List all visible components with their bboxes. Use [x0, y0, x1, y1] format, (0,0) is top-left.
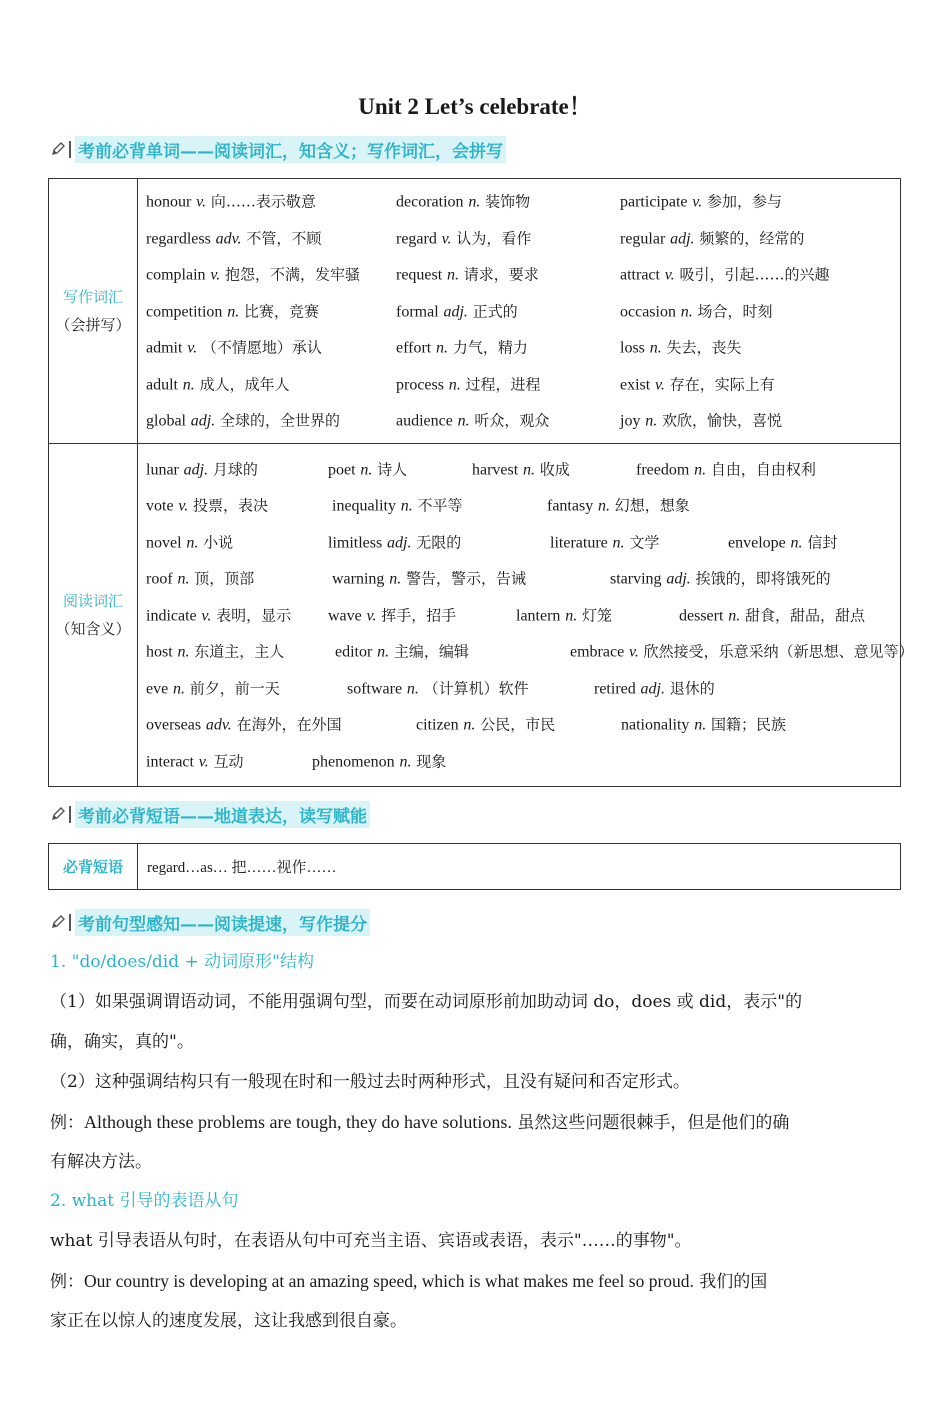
vocab-meaning: 参加，参与	[707, 192, 783, 211]
part-of-speech: n.	[377, 643, 390, 661]
vocab-meaning: 现象	[416, 752, 447, 771]
vocab-word: eve	[146, 680, 169, 698]
part-of-speech: adj.	[387, 534, 412, 552]
vocab-entry	[547, 495, 690, 516]
vocab-word: lantern	[516, 607, 561, 625]
vocab-word: admit	[146, 339, 183, 357]
vocab-meaning: 欢欣，愉快，喜悦	[662, 411, 783, 430]
part-of-speech: v.	[655, 376, 665, 394]
vocab-meaning: 正式的	[472, 302, 518, 321]
vocab-word: novel	[146, 534, 182, 552]
writing-sublabel: （会拼写）	[55, 315, 131, 334]
writing-label: 写作词汇	[62, 287, 123, 306]
part-of-speech: n.	[649, 339, 662, 357]
part-of-speech: n.	[565, 607, 578, 625]
part-of-speech: n.	[186, 534, 199, 552]
example-2-english: Our country is developing at an amazing speed, which is what makes me feel so proud.	[84, 1271, 694, 1291]
pencil-icon	[50, 806, 66, 822]
vocab-meaning: 欣然接受，乐意采纳（新思想、意见等）	[643, 642, 914, 661]
vocab-word: dessert	[679, 607, 724, 625]
vocab-meaning: 顶，顶部	[194, 569, 255, 588]
vocab-meaning: 小说	[203, 533, 234, 552]
vocab-meaning: 全球的，全世界的	[220, 411, 341, 430]
grammar-para-1a: （1）如果强调谓语动词，不能用强调句型，而要在动词原形前加助动词 do，does 或 did，表示"的	[50, 992, 803, 1012]
vocab-entry	[550, 531, 659, 552]
example-1-line-2: 有解决方法。	[50, 1152, 152, 1172]
vocab-word: request	[396, 266, 443, 284]
vocab-word: interact	[146, 753, 194, 771]
vocab-row	[138, 487, 900, 524]
vocab-meaning: 抱怨，不满，发牢骚	[225, 265, 361, 284]
example-1-line-1	[50, 1102, 902, 1143]
part-of-speech: adj.	[443, 303, 468, 321]
part-of-speech: v.	[201, 607, 212, 625]
part-of-speech: n.	[680, 303, 693, 321]
vocab-word: loss	[620, 339, 645, 357]
vocab-entry	[146, 531, 233, 552]
part-of-speech: adv.	[215, 230, 242, 248]
part-of-speech: n.	[448, 376, 461, 394]
vocab-row	[138, 402, 900, 439]
vocab-meaning: 认为，看作	[456, 229, 532, 248]
vocab-meaning: 公民，市民	[480, 715, 556, 734]
vocab-word: envelope	[728, 534, 786, 552]
vocab-row	[138, 220, 900, 257]
vocab-word: inequality	[332, 497, 396, 515]
vocab-meaning: 信封	[807, 533, 838, 552]
phrases-category	[49, 844, 138, 890]
section-header-words	[50, 136, 506, 162]
part-of-speech: n.	[612, 534, 625, 552]
vocab-meaning: 吸引，引起……的兴趣	[679, 265, 830, 284]
vocab-row	[138, 560, 900, 597]
pencil-icon	[50, 141, 66, 157]
section-title-phrases: 考前必背短语——地道表达，读写赋能	[75, 801, 370, 828]
vocab-table	[48, 178, 914, 787]
part-of-speech: n.	[694, 461, 707, 479]
vocab-meaning: 灯笼	[581, 606, 612, 625]
vocab-word: indicate	[146, 607, 197, 625]
vocab-meaning: 无限的	[416, 533, 462, 552]
vocab-entry	[146, 677, 280, 698]
vocab-entry	[146, 714, 342, 735]
vocab-meaning: 过程，进程	[465, 375, 541, 394]
vocab-entry	[416, 714, 555, 735]
vocab-word: wave	[328, 607, 362, 625]
vocab-entry	[396, 227, 531, 248]
grammar-heading-2: 2. what 引导的表语从句	[50, 1191, 239, 1211]
part-of-speech: adj.	[666, 570, 691, 588]
vocab-meaning: 警告，警示，告诫	[406, 569, 527, 588]
vocab-meaning: 幻想，想象	[614, 496, 690, 515]
vocab-meaning: 自由，自由权利	[710, 460, 816, 479]
vocab-meaning: 比赛，竞赛	[244, 302, 320, 321]
vocab-meaning: 存在，实际上有	[669, 375, 775, 394]
vocab-word: audience	[396, 412, 453, 430]
vocab-word: joy	[620, 412, 641, 430]
vocab-word: regular	[620, 230, 666, 248]
vocab-meaning: 挨饿的，即将饿死的	[695, 569, 831, 588]
part-of-speech: adv.	[205, 716, 232, 734]
part-of-speech: n.	[522, 461, 535, 479]
vocab-word: formal	[396, 303, 439, 321]
vocab-word: vote	[146, 497, 174, 515]
writing-category	[49, 179, 138, 444]
vocab-entry	[396, 373, 541, 394]
page-title: Unit 2 Let’s celebrate！	[358, 94, 592, 119]
vocab-meaning: 失去，丧失	[666, 338, 742, 357]
reading-sublabel: （知含义）	[55, 619, 131, 638]
part-of-speech: n.	[400, 497, 413, 515]
vocab-entry	[636, 458, 816, 479]
vocab-entry	[332, 495, 463, 516]
part-of-speech: n.	[389, 570, 402, 588]
part-of-speech: n.	[406, 680, 419, 698]
section-header-phrases	[50, 801, 370, 827]
vocab-meaning: 不平等	[417, 496, 463, 515]
example-1-english: Although these problems are tough, they do have solutions.	[84, 1112, 512, 1132]
vocab-row	[138, 183, 900, 220]
vocab-entry	[621, 714, 786, 735]
vocab-entry	[146, 337, 322, 358]
vocab-word: citizen	[416, 716, 459, 734]
part-of-speech: v.	[664, 266, 675, 284]
vocab-entry	[146, 410, 340, 431]
vocab-entry	[328, 604, 456, 625]
example-label: 例：	[50, 1113, 84, 1133]
vocab-meaning: 挥手，招手	[381, 606, 457, 625]
part-of-speech: n.	[177, 643, 190, 661]
part-of-speech: v.	[366, 607, 377, 625]
vocab-meaning: （不情愿地）承认	[201, 338, 322, 357]
vocab-meaning: 装饰物	[485, 192, 531, 211]
vocab-word: poet	[328, 461, 356, 479]
part-of-speech: v.	[198, 753, 209, 771]
vocab-entry	[396, 300, 518, 321]
reading-category	[49, 443, 138, 787]
vocab-row	[138, 597, 900, 634]
part-of-speech: n.	[728, 607, 741, 625]
vocab-word: software	[347, 680, 403, 698]
vocab-row	[138, 293, 900, 330]
vocab-word: overseas	[146, 716, 202, 734]
grammar-para-1c: （2）这种强调结构只有一般现在时和一般过去时两种形式，且没有疑问和否定形式。	[50, 1072, 690, 1092]
part-of-speech: adj.	[640, 680, 665, 698]
vocab-entry	[328, 458, 407, 479]
vocab-entry	[347, 677, 529, 698]
vocab-entry	[620, 337, 741, 358]
part-of-speech: n.	[227, 303, 240, 321]
vocab-meaning: 在海外，在外国	[236, 715, 342, 734]
part-of-speech: n.	[177, 570, 190, 588]
vocab-word: competition	[146, 303, 223, 321]
vocab-meaning: 东道主，主人	[194, 642, 285, 661]
grammar-para-2: what 引导表语从句时，在表语从句中可充当主语、宾语或表语，表示"……的事物"。	[50, 1231, 692, 1251]
vocab-entry	[146, 604, 291, 625]
part-of-speech: adj.	[670, 230, 695, 248]
vocab-row	[138, 256, 900, 293]
vocab-meaning: 表明，显示	[216, 606, 292, 625]
part-of-speech: n.	[457, 412, 470, 430]
grammar-heading-1: 1. "do/does/did + 动词原形"结构	[50, 952, 314, 972]
grammar-para-1b: 确，确实，真的"。	[50, 1032, 194, 1052]
part-of-speech: n.	[597, 497, 610, 515]
vocab-entry	[396, 264, 539, 285]
vocab-entry	[570, 641, 914, 662]
vocab-entry	[472, 458, 570, 479]
vocab-meaning: 成人，成年人	[199, 375, 290, 394]
vocab-entry	[146, 300, 319, 321]
vocab-entry	[146, 227, 321, 248]
reading-label: 阅读词汇	[62, 591, 123, 610]
part-of-speech: adj.	[183, 461, 209, 479]
vocab-word: starving	[610, 570, 662, 588]
part-of-speech: n.	[645, 412, 658, 430]
vocab-entry	[335, 641, 469, 662]
part-of-speech: n.	[172, 680, 185, 698]
vocab-meaning: 互动	[213, 752, 244, 771]
vocab-word: exist	[620, 376, 651, 394]
vocab-word: regardless	[146, 230, 211, 248]
part-of-speech: v.	[178, 497, 189, 515]
part-of-speech: v.	[441, 230, 452, 248]
phrases-content	[138, 844, 901, 890]
vocab-meaning: 文学	[629, 533, 660, 552]
vocab-meaning: 退休的	[669, 679, 715, 698]
vocab-entry	[620, 264, 829, 285]
part-of-speech: n.	[436, 339, 449, 357]
vocab-word: attract	[620, 266, 660, 284]
part-of-speech: n.	[446, 266, 459, 284]
vocab-word: limitless	[328, 534, 383, 552]
section-title-words: 考前必背单词——阅读词汇，知含义；写作词汇，会拼写	[75, 136, 506, 163]
section-header-sentences	[50, 909, 370, 935]
part-of-speech: n.	[182, 376, 195, 394]
part-of-speech: v.	[210, 266, 221, 284]
vocab-word: retired	[594, 680, 636, 698]
vocab-word: adult	[146, 376, 178, 394]
reading-words	[138, 443, 914, 787]
vocab-meaning: 前夕，前一天	[189, 679, 280, 698]
vocab-word: harvest	[472, 461, 519, 479]
vocab-meaning: 投票，表决	[193, 496, 269, 515]
vocab-meaning: 场合，时刻	[697, 302, 773, 321]
vocab-word: editor	[335, 643, 373, 661]
phrases-table	[48, 843, 901, 890]
example-1-chinese: 虽然这些问题很棘手，但是他们的确	[511, 1113, 790, 1133]
example-label: 例：	[50, 1272, 84, 1292]
vocab-word: phenomenon	[312, 753, 395, 771]
vocab-word: freedom	[636, 461, 690, 479]
vocab-meaning: 诗人	[377, 460, 408, 479]
vocab-meaning: 主编，编辑	[393, 642, 469, 661]
vocab-entry	[610, 568, 831, 589]
vocab-entry	[146, 568, 254, 589]
divider-bar	[69, 141, 71, 158]
vocab-entry	[332, 568, 526, 589]
vocab-entry	[146, 264, 360, 285]
vocab-word: lunar	[146, 461, 179, 479]
vocab-meaning: 请求，要求	[463, 265, 539, 284]
vocab-word: participate	[620, 193, 688, 211]
example-2-chinese: 我们的国	[693, 1272, 768, 1292]
vocab-word: global	[146, 412, 186, 430]
vocab-entry	[312, 750, 446, 771]
vocab-entry	[146, 458, 258, 479]
part-of-speech: n.	[468, 193, 481, 211]
vocab-entry	[620, 227, 804, 248]
example-2-line-2: 家正在以惊人的速度发展，这让我感到很自豪。	[50, 1311, 407, 1331]
vocab-row	[138, 670, 900, 707]
vocab-meaning: 收成	[539, 460, 570, 479]
vocab-row	[138, 329, 900, 366]
vocab-word: literature	[550, 534, 608, 552]
part-of-speech: n.	[360, 461, 373, 479]
vocab-row	[138, 743, 900, 780]
vocab-meaning: 不管，不顾	[246, 229, 322, 248]
vocab-word: complain	[146, 266, 206, 284]
part-of-speech: n.	[463, 716, 476, 734]
vocab-entry	[396, 337, 528, 358]
vocab-word: honour	[146, 193, 192, 211]
vocab-word: regard	[396, 230, 437, 248]
vocab-entry	[620, 300, 773, 321]
vocab-entry	[594, 677, 715, 698]
part-of-speech: v.	[628, 643, 639, 661]
vocab-entry	[396, 410, 549, 431]
vocab-entry	[146, 191, 316, 212]
vocab-row	[138, 633, 914, 670]
vocab-meaning: 力气，精力	[452, 338, 528, 357]
vocab-meaning: 向……表示敬意	[210, 192, 316, 211]
vocab-word: process	[396, 376, 444, 394]
vocab-row	[138, 366, 900, 403]
vocab-entry	[146, 750, 243, 771]
vocab-word: embrace	[570, 643, 625, 661]
vocab-meaning: 频繁的，经常的	[699, 229, 805, 248]
part-of-speech: v.	[187, 339, 198, 357]
vocab-word: fantasy	[547, 497, 594, 515]
phrases-label: 必背短语	[62, 858, 123, 876]
vocab-meaning: 甜食，甜品，甜点	[745, 606, 866, 625]
writing-words	[138, 179, 901, 444]
vocab-meaning: （计算机）软件	[423, 679, 529, 698]
vocab-entry	[146, 373, 290, 394]
part-of-speech: n.	[399, 753, 412, 771]
vocab-row	[138, 451, 900, 488]
vocab-row	[138, 706, 900, 743]
part-of-speech: n.	[790, 534, 803, 552]
vocab-word: effort	[396, 339, 432, 357]
vocab-entry	[728, 531, 837, 552]
pencil-icon	[50, 914, 66, 930]
vocab-entry	[516, 604, 612, 625]
vocab-row	[138, 524, 900, 561]
divider-bar	[69, 914, 71, 931]
vocab-entry	[620, 410, 782, 431]
vocab-entry	[328, 531, 461, 552]
vocab-entry	[146, 495, 268, 516]
part-of-speech: n.	[694, 716, 707, 734]
vocab-entry	[620, 191, 782, 212]
vocab-word: occasion	[620, 303, 676, 321]
vocab-meaning: 听众，观众	[474, 411, 550, 430]
phrase-text: regard…as… 把……视作……	[147, 860, 337, 876]
vocab-word: nationality	[621, 716, 690, 734]
vocab-word: host	[146, 643, 173, 661]
vocab-entry	[620, 373, 775, 394]
vocab-word: roof	[146, 570, 173, 588]
vocab-meaning: 月球的	[212, 460, 258, 479]
part-of-speech: v.	[196, 193, 207, 211]
vocab-entry	[146, 641, 284, 662]
vocab-entry	[396, 191, 530, 212]
section-title-sentences: 考前句型感知——阅读提速，写作提分	[75, 909, 370, 936]
part-of-speech: v.	[692, 193, 703, 211]
vocab-word: decoration	[396, 193, 464, 211]
example-2-line-1	[50, 1261, 902, 1302]
vocab-entry	[679, 604, 865, 625]
part-of-speech: adj.	[190, 412, 216, 430]
divider-bar	[69, 806, 71, 823]
vocab-word: warning	[332, 570, 385, 588]
vocab-meaning: 国籍；民族	[711, 715, 787, 734]
